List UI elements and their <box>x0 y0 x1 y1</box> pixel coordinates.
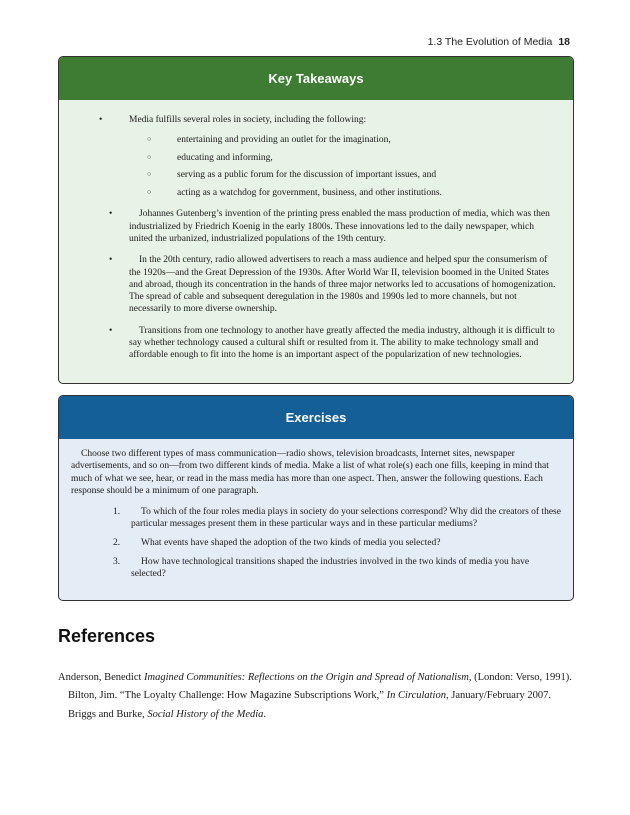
list-item: ○ acting as a watchdog for government, business, and other institutions. <box>147 187 559 199</box>
section-title: 1.3 The Evolution of Media <box>427 36 553 48</box>
roles-sublist <box>129 134 559 199</box>
exercises-title: Exercises <box>59 396 573 439</box>
takeaway-text: Transitions from one technology to another have greatly affected the media industry, although it is difficult to say whether technology caused a cultural shift or resulted from it. The ability to make technology small and affordable enough to fit into the home is an important aspect of the popularization of new technologies. <box>129 325 555 361</box>
page-number: 18 <box>558 36 570 48</box>
question-number: 1. <box>113 507 121 518</box>
reference-author: Bilton, Jim. “The Loyalty Challenge: How Magazine Subscriptions Work,” <box>68 690 387 702</box>
list-item: ○ serving as a public forum for the discussion of important issues, and <box>147 169 559 181</box>
list-item <box>99 325 559 362</box>
question-number: 2. <box>113 538 121 549</box>
takeaway-text: Johannes Gutenberg’s invention of the printing press enabled the mass production of media, which was then industrialized by Friedrich Koenig in the early 1800s. These innovations led to the daily newspaper, which united the urbanized, industrialized populations of the 19th century. <box>129 209 550 244</box>
reference-details: , January/February 2007. <box>445 690 551 702</box>
reference-work-title: In Circulation <box>386 690 446 702</box>
takeaways-list <box>59 100 573 362</box>
list-item <box>99 208 559 245</box>
reference-entry <box>58 688 572 704</box>
takeaway-text: Media fulfills several roles in society, including the following: <box>129 115 367 125</box>
reference-details: , (London: Verso, 1991). <box>468 672 572 683</box>
key-takeaways-title: Key Takeaways <box>59 57 573 100</box>
reference-work-title: Imagined Communities: Reflections on the Origin and Spread of Nationalism <box>144 672 469 683</box>
reference-entry <box>58 707 572 723</box>
key-takeaways-box <box>58 56 574 384</box>
exercises-box <box>58 395 574 601</box>
question-text: What events have shaped the adoption of the two kinds of media you selected? <box>141 538 441 549</box>
question-text: To which of the four roles media plays in society do your selections correspond? Why did the creators of these particular messages present them in these particular ways and in these particular mediums? <box>131 507 561 530</box>
list-item <box>99 114 559 199</box>
running-header <box>428 36 570 48</box>
reference-work-title: Social History of the Media <box>147 708 264 720</box>
references-heading: References <box>58 626 156 646</box>
list-item <box>99 254 559 315</box>
question-number: 3. <box>113 557 121 568</box>
reference-author: Anderson, Benedict <box>58 672 145 683</box>
reference-details: . <box>263 708 267 720</box>
questions-list <box>71 506 563 580</box>
takeaway-text: In the 20th century, radio allowed advertisers to reach a mass audience and helped spur the consumerism of the 1920s—and the Great Depression of the 1930s. After World War II, television boomed in the United States and abroad, though its concentration in the hands of three major networks led to accusations of homogenization. The spread of cable and subsequent deregulation in the 1980s and 1990s led to more channels, but not necessarily to more diverse ownership. <box>129 255 556 315</box>
list-item <box>115 506 563 531</box>
reference-entry <box>58 670 572 686</box>
list-item: ○ entertaining and providing an outlet for the imagination, <box>147 134 559 146</box>
references-list <box>58 670 572 725</box>
reference-author: Briggs and Burke, <box>68 708 148 720</box>
exercises-intro: Choose two different types of mass communication—radio shows, television broadcasts, Internet sites, newspaper advertisements, and so on—from two different kinds of media. Make a list of what role(s) each one fills, keeping in mind that much of what we see, hear, or read in the mass media has more than one aspect. Then, answer the following questions. Each response should be a minimum of one paragraph. <box>71 449 549 496</box>
list-item: ○ educating and informing, <box>147 152 559 164</box>
list-item <box>115 537 563 549</box>
list-item <box>115 556 563 581</box>
question-text: How have technological transitions shaped the industries involved in the two kinds of media you have selected? <box>131 557 530 580</box>
